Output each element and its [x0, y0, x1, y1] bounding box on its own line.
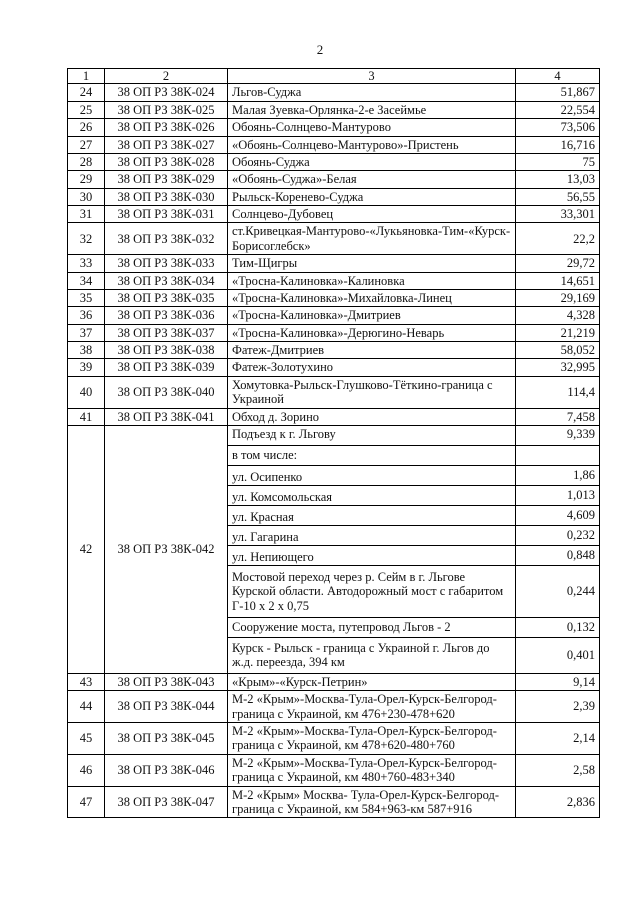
road-length: 2,39	[516, 691, 600, 723]
road-name: М-2 «Крым» Москва- Тула-Орел-Курск-Белгород-граница с Украиной, км 584+963-км 587+916	[228, 786, 516, 818]
road-subsection-length: 0,244	[516, 565, 600, 617]
road-name: М-2 «Крым»-Москва-Тула-Орел-Курск-Белгород-граница с Украиной, км 478+620-480+760	[228, 723, 516, 755]
road-subsection-length	[516, 445, 600, 465]
road-subsection-length: 1,013	[516, 485, 600, 505]
road-length: 22,2	[516, 223, 600, 255]
road-length: 33,301	[516, 206, 600, 223]
table-row	[68, 255, 600, 272]
row-number: 43	[68, 673, 105, 690]
road-length: 29,72	[516, 255, 600, 272]
road-code: 38 ОП РЗ 38К-038	[105, 342, 228, 359]
table-row	[68, 425, 600, 445]
table-row	[68, 188, 600, 205]
row-number: 29	[68, 171, 105, 188]
row-number: 24	[68, 84, 105, 101]
road-name: ст.Кривецкая-Мантурово-«Лукьяновка-Тим-«Курск-Борисоглебск»	[228, 223, 516, 255]
road-name: Обоянь-Суджа	[228, 153, 516, 170]
road-code: 38 ОП РЗ 38К-034	[105, 272, 228, 289]
road-subsection-name: ул. Красная	[228, 505, 516, 525]
road-code: 38 ОП РЗ 38К-036	[105, 307, 228, 324]
road-code: 38 ОП РЗ 38К-031	[105, 206, 228, 223]
road-code: 38 ОП РЗ 38К-045	[105, 723, 228, 755]
road-subsection-length: 0,401	[516, 637, 600, 673]
road-length: 73,506	[516, 119, 600, 136]
road-code: 38 ОП РЗ 38К-035	[105, 289, 228, 306]
row-number: 33	[68, 255, 105, 272]
table-row	[68, 136, 600, 153]
table-row	[68, 324, 600, 341]
table-header-row	[68, 69, 600, 84]
row-number: 44	[68, 691, 105, 723]
row-number: 34	[68, 272, 105, 289]
table-row	[68, 101, 600, 118]
road-name: Рыльск-Коренево-Суджа	[228, 188, 516, 205]
table-row	[68, 84, 600, 101]
table-row	[68, 408, 600, 425]
row-number: 40	[68, 376, 105, 408]
roads-table	[67, 68, 600, 818]
road-subsection-name: Курск - Рыльск - граница с Украиной г. Льгов до ж.д. переезда, 394 км	[228, 637, 516, 673]
table-row	[68, 206, 600, 223]
road-subsection-length: 0,232	[516, 525, 600, 545]
road-code: 38 ОП РЗ 38К-042	[105, 425, 228, 673]
road-name: М-2 «Крым»-Москва-Тула-Орел-Курск-Белгород-граница с Украиной, км 476+230-478+620	[228, 691, 516, 723]
road-subsection-name: в том числе:	[228, 445, 516, 465]
road-length: 51,867	[516, 84, 600, 101]
road-name: Обоянь-Солнцево-Мантурово	[228, 119, 516, 136]
road-code: 38 ОП РЗ 38К-040	[105, 376, 228, 408]
road-subsection-name: ул. Гагарина	[228, 525, 516, 545]
road-length: 58,052	[516, 342, 600, 359]
road-name: Тим-Щигры	[228, 255, 516, 272]
road-name: Малая Зуевка-Орлянка-2-е Засеймье	[228, 101, 516, 118]
row-number: 30	[68, 188, 105, 205]
table-row	[68, 342, 600, 359]
row-number: 45	[68, 723, 105, 755]
road-length: 22,554	[516, 101, 600, 118]
table-row	[68, 223, 600, 255]
row-number: 46	[68, 754, 105, 786]
header-col-1: 1	[68, 69, 105, 84]
road-subsection-name: ул. Осипенко	[228, 465, 516, 485]
road-name: «Крым»-«Курск-Петрин»	[228, 673, 516, 690]
row-number: 36	[68, 307, 105, 324]
road-subsection-length: 9,339	[516, 425, 600, 445]
road-code: 38 ОП РЗ 38К-041	[105, 408, 228, 425]
row-number: 47	[68, 786, 105, 818]
road-length: 56,55	[516, 188, 600, 205]
road-subsection-length: 0,848	[516, 545, 600, 565]
table-row	[68, 289, 600, 306]
road-name: Льгов-Суджа	[228, 84, 516, 101]
header-col-3: 3	[228, 69, 516, 84]
table-row	[68, 786, 600, 818]
table-row	[68, 723, 600, 755]
table-row	[68, 171, 600, 188]
table-row	[68, 153, 600, 170]
road-length: 2,14	[516, 723, 600, 755]
road-name: «Тросна-Калиновка»-Михайловка-Линец	[228, 289, 516, 306]
road-code: 38 ОП РЗ 38К-027	[105, 136, 228, 153]
page-number: 2	[316, 42, 324, 57]
road-code: 38 ОП РЗ 38К-046	[105, 754, 228, 786]
road-code: 38 ОП РЗ 38К-028	[105, 153, 228, 170]
road-length: 2,836	[516, 786, 600, 818]
road-code: 38 ОП РЗ 38К-037	[105, 324, 228, 341]
road-code: 38 ОП РЗ 38К-047	[105, 786, 228, 818]
table-row	[68, 272, 600, 289]
road-subsection-name: ул. Непиющего	[228, 545, 516, 565]
road-code: 38 ОП РЗ 38К-039	[105, 359, 228, 376]
road-subsection-length: 1,86	[516, 465, 600, 485]
row-number: 27	[68, 136, 105, 153]
row-number: 42	[68, 425, 105, 673]
road-length: 13,03	[516, 171, 600, 188]
road-length: 2,58	[516, 754, 600, 786]
road-subsection-name: Сооружение моста, путепровод Льгов - 2	[228, 617, 516, 637]
road-subsection-name: ул. Комсомольская	[228, 485, 516, 505]
road-code: 38 ОП РЗ 38К-024	[105, 84, 228, 101]
road-name: «Тросна-Калиновка»-Дерюгино-Неварь	[228, 324, 516, 341]
road-code: 38 ОП РЗ 38К-026	[105, 119, 228, 136]
table-row	[68, 307, 600, 324]
row-number: 35	[68, 289, 105, 306]
road-name: Обход д. Зорино	[228, 408, 516, 425]
road-name: Солнцево-Дубовец	[228, 206, 516, 223]
road-length: 7,458	[516, 408, 600, 425]
table-row	[68, 376, 600, 408]
road-length: 29,169	[516, 289, 600, 306]
table-row	[68, 119, 600, 136]
road-length: 4,328	[516, 307, 600, 324]
row-number: 32	[68, 223, 105, 255]
road-length: 114,4	[516, 376, 600, 408]
row-number: 28	[68, 153, 105, 170]
row-number: 25	[68, 101, 105, 118]
road-subsection-name: Мостовой переход через р. Сейм в г. Льгове Курской области. Автодорожный мост с габаритом Г-10 х 2 х 0,75	[228, 565, 516, 617]
road-subsection-length: 0,132	[516, 617, 600, 637]
header-col-2: 2	[105, 69, 228, 84]
row-number: 39	[68, 359, 105, 376]
road-subsection-length: 4,609	[516, 505, 600, 525]
road-name: «Обоянь-Солнцево-Мантурово»-Пристень	[228, 136, 516, 153]
row-number: 38	[68, 342, 105, 359]
table-row	[68, 754, 600, 786]
row-number: 26	[68, 119, 105, 136]
road-name: «Тросна-Калиновка»-Калиновка	[228, 272, 516, 289]
road-code: 38 ОП РЗ 38К-029	[105, 171, 228, 188]
table-row	[68, 691, 600, 723]
road-code: 38 ОП РЗ 38К-033	[105, 255, 228, 272]
road-code: 38 ОП РЗ 38К-025	[105, 101, 228, 118]
road-length: 9,14	[516, 673, 600, 690]
road-code: 38 ОП РЗ 38К-044	[105, 691, 228, 723]
road-length: 75	[516, 153, 600, 170]
row-number: 31	[68, 206, 105, 223]
road-length: 14,651	[516, 272, 600, 289]
road-code: 38 ОП РЗ 38К-030	[105, 188, 228, 205]
road-length: 32,995	[516, 359, 600, 376]
table-row	[68, 359, 600, 376]
header-col-4: 4	[516, 69, 600, 84]
road-name: М-2 «Крым»-Москва-Тула-Орел-Курск-Белгород-граница с Украиной, км 480+760-483+340	[228, 754, 516, 786]
row-number: 41	[68, 408, 105, 425]
road-name: «Тросна-Калиновка»-Дмитриев	[228, 307, 516, 324]
road-length: 21,219	[516, 324, 600, 341]
road-name: Фатеж-Золотухино	[228, 359, 516, 376]
road-name: Хомутовка-Рыльск-Глушково-Тёткино-граница с Украиной	[228, 376, 516, 408]
road-length: 16,716	[516, 136, 600, 153]
road-code: 38 ОП РЗ 38К-032	[105, 223, 228, 255]
table-row	[68, 673, 600, 690]
road-name: Фатеж-Дмитриев	[228, 342, 516, 359]
row-number: 37	[68, 324, 105, 341]
road-subsection-name: Подъезд к г. Льгову	[228, 425, 516, 445]
road-name: «Обоянь-Суджа»-Белая	[228, 171, 516, 188]
road-code: 38 ОП РЗ 38К-043	[105, 673, 228, 690]
